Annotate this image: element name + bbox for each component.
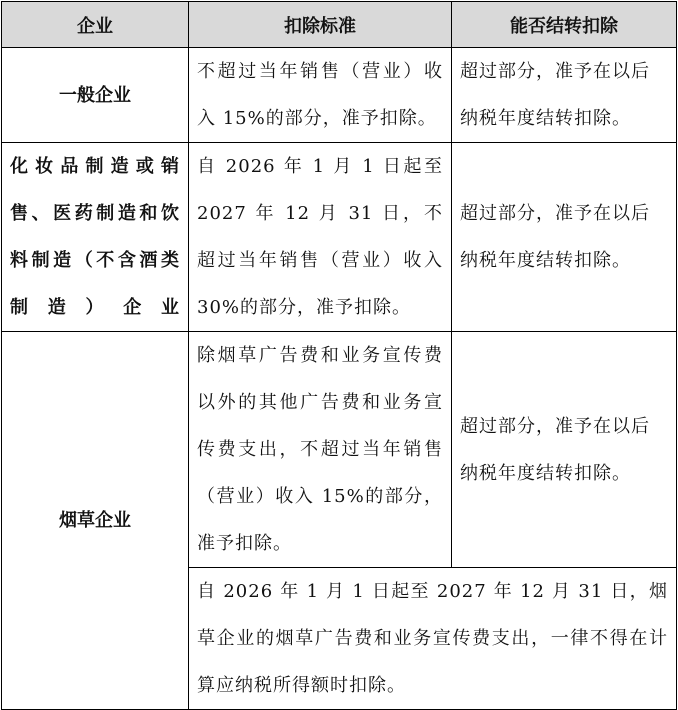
carryover-cell: 超过部分，准予在以后纳税年度结转扣除。 xyxy=(452,48,677,143)
header-carryover: 能否结转扣除 xyxy=(452,2,677,48)
header-standard: 扣除标准 xyxy=(189,2,452,48)
carryover-cell: 超过部分，准予在以后纳税年度结转扣除。 xyxy=(452,143,677,332)
enterprise-cell: 一般企业 xyxy=(2,48,189,143)
deduction-table xyxy=(1,1,677,710)
table-row xyxy=(2,143,677,332)
enterprise-cell: 化妆品制造或销售、医药制造和饮料制造（不含酒类制造）企业 xyxy=(2,143,189,332)
tobacco-note-cell: 自 2026 年 1 月 1 日起至 2027 年 12 月 31 日，烟草企业的烟草广告费和业务宣传费支出，一律不得在计算应纳税所得额时扣除。 xyxy=(189,568,677,710)
standard-cell: 除烟草广告费和业务宣传费以外的其他广告费和业务宣传费支出，不超过当年销售（营业）收入 15%的部分，准予扣除。 xyxy=(189,332,452,568)
standard-cell: 自 2026 年 1 月 1 日起至 2027 年 12 月 31 日，不超过当年销售（营业）收入 30%的部分，准予扣除。 xyxy=(189,143,452,332)
carryover-cell: 超过部分，准予在以后纳税年度结转扣除。 xyxy=(452,332,677,568)
header-row xyxy=(2,2,677,48)
standard-cell: 不超过当年销售（营业）收入 15%的部分，准予扣除。 xyxy=(189,48,452,143)
header-enterprise: 企业 xyxy=(2,2,189,48)
table-row xyxy=(2,48,677,143)
enterprise-cell: 烟草企业 xyxy=(2,332,189,710)
table-row xyxy=(2,332,677,568)
